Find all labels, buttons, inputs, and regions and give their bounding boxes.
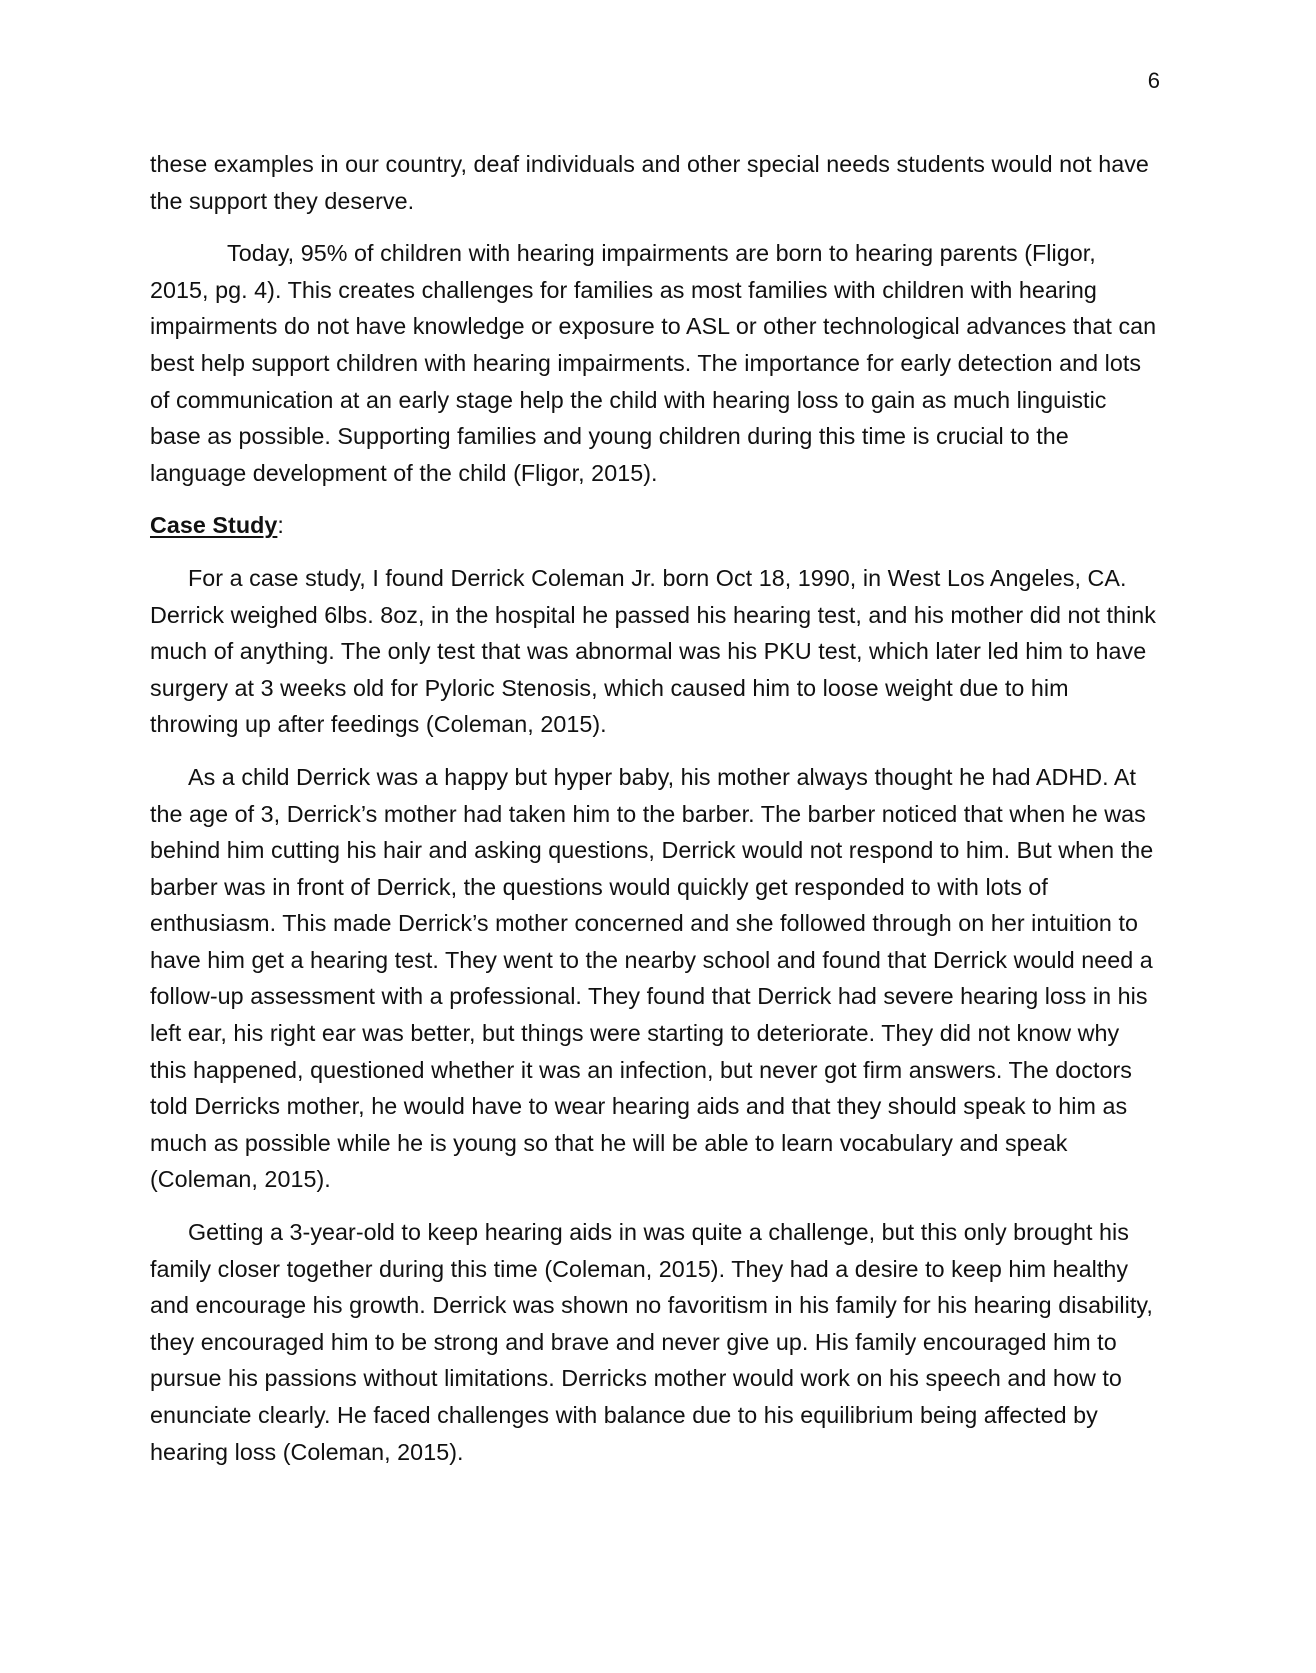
document-body	[150, 146, 1160, 1486]
paragraph-intro-end: these examples in our country, deaf individuals and other special needs students would not have the support they deserve.	[150, 151, 1149, 214]
paragraph-today: Today, 95% of children with hearing impairments are born to hearing parents (Fligor, 2015, pg. 4). This creates challenges for families as most families with children with hearing impairments do not have knowledge or exposure to ASL or other technological advances that can best help support children with hearing impairments. The importance for early detection and lots of communication at an early stage help the child with hearing loss to gain as much linguistic base as possible. Supporting families and young children during this time is crucial to the language development of the child (Fligor, 2015).	[150, 240, 1157, 486]
case-study-heading-text: Case Study	[150, 512, 278, 539]
paragraph-hearing-aids: Getting a 3-year-old to keep hearing aids in was quite a challenge, but this only brought his family closer together during this time (Coleman, 2015). They had a desire to keep him healthy and encourage his growth. Derrick was shown no favoritism in his family for his hearing disability, they encouraged him to be strong and brave and never give up. His family encouraged him to pursue his passions without limitations. Derricks mother would work on his speech and how to enunciate clearly. He faced challenges with balance due to his equilibrium being affected by hearing loss (Coleman, 2015).	[150, 1219, 1153, 1465]
case-study-heading	[150, 507, 1160, 544]
page-number: 6	[1147, 68, 1160, 93]
paragraph-case-study-birth: For a case study, I found Derrick Coleman Jr. born Oct 18, 1990, in West Los Angeles, CA. Derrick weighed 6lbs. 8oz, in the hospital he passed his hearing test, and his mother did not think much of anything. The only test that was abnormal was his PKU test, which later led him to have surgery at 3 weeks old for Pyloric Stenosis, which caused him to loose weight due to him throwing up after feedings (Coleman, 2015).	[150, 564, 1156, 738]
case-study-heading-colon: :	[277, 512, 284, 539]
paragraph-childhood: As a child Derrick was a happy but hyper baby, his mother always thought he had ADHD. At the age of 3, Derrick’s mother had taken him to the barber. The barber noticed that when he was behind him cutting his hair and asking questions, Derrick would not respond to him. But when the barber was in front of Derrick, the questions would quickly get responded to with lots of enthusiasm. This made Derrick’s mother concerned and she followed through on her intuition to have him get a hearing test. They went to the nearby school and found that Derrick would need a follow-up assessment with a professional. They found that Derrick had severe hearing loss in his left ear, his right ear was better, but things were starting to deteriorate. They did not know why this happened, questioned whether it was an infection, but never got firm answers. The doctors told Derricks mother, he would have to wear hearing aids and that they should speak to him as much as possible while he is young so that he will be able to learn vocabulary and speak (Coleman, 2015).	[150, 763, 1154, 1193]
